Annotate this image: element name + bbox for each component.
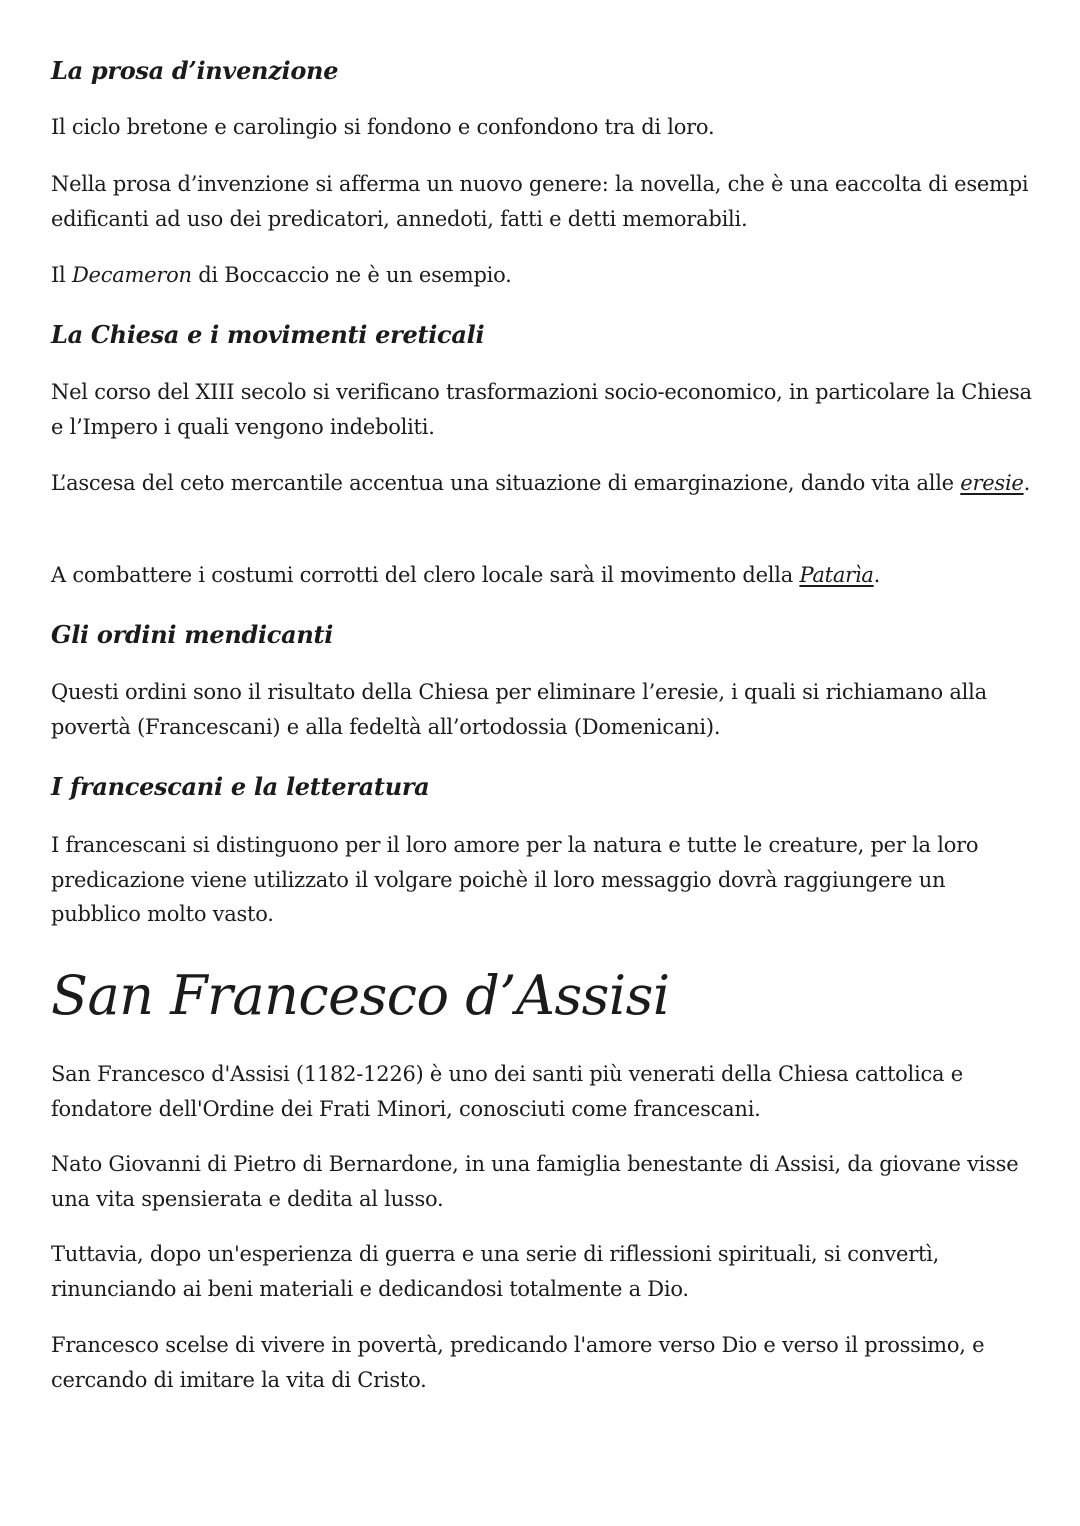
book-title-decameron: Decameron xyxy=(71,263,192,287)
paragraph xyxy=(51,466,1036,501)
text-fragment: di Boccaccio ne è un esempio. xyxy=(191,263,512,287)
link-eresie[interactable]: eresie xyxy=(960,471,1024,495)
paragraph: Tuttavia, dopo un'esperienza di guerra e una serie di riflessioni spirituali, si convertì, rinunciando ai beni materiali e dedicandosi totalmente a Dio. xyxy=(51,1242,940,1301)
text-fragment: Il xyxy=(51,263,72,287)
paragraph: Il ciclo bretone e carolingio si fondono e confondono tra di loro. xyxy=(51,115,715,139)
paragraph: Francesco scelse di vivere in povertà, predicando l'amore verso Dio e verso il prossimo, e cercando di imitare la vita di Cristo. xyxy=(51,1333,985,1392)
text-fragment: A combattere i costumi corrotti del clero locale sarà il movimento della xyxy=(51,563,800,587)
paragraph: Nella prosa d’invenzione si afferma un nuovo genere: la novella, che è una eaccolta di esempi edificanti ad uso dei predicatori, annedoti, fatti e detti memorabili. xyxy=(51,172,1029,231)
paragraph: Questi ordini sono il risultato della Chiesa per eliminare l’eresie, i quali si richiamano alla povertà (Francescani) e alla fedeltà all’ortodossia (Domenicani). xyxy=(51,680,987,739)
paragraph: San Francesco d'Assisi (1182-1226) è uno dei santi più venerati della Chiesa cattolica e fondatore dell'Ordine dei Frati Minori, conosciuti come francescani. xyxy=(51,1062,963,1121)
heading-francescani-letteratura: I francescani e la letteratura xyxy=(51,772,430,801)
paragraph xyxy=(51,258,1036,293)
heading-prosa-invenzione: La prosa d’invenzione xyxy=(51,56,339,85)
heading-ordini-mendicanti: Gli ordini mendicanti xyxy=(51,620,334,649)
text-fragment: L’ascesa del ceto mercantile accentua una situazione di emarginazione, dando vita alle xyxy=(51,471,961,495)
text-fragment: . xyxy=(1023,471,1031,495)
paragraph xyxy=(51,558,1036,593)
text-fragment: . xyxy=(873,563,881,587)
page-title-san-francesco: San Francesco d’Assisi xyxy=(51,964,670,1027)
heading-chiesa-movimenti: La Chiesa e i movimenti ereticali xyxy=(51,320,485,349)
link-pataria[interactable]: Patarìa xyxy=(799,563,874,587)
paragraph: I francescani si distinguono per il loro amore per la natura e tutte le creature, per la loro predicazione viene utilizzato il volgare poichè il loro messaggio dovrà raggiungere un pubblico molto vasto. xyxy=(51,833,979,926)
paragraph: Nel corso del XIII secolo si verificano trasformazioni socio-economico, in particolare la Chiesa e l’Impero i quali vengono indeboliti. xyxy=(51,380,1032,439)
paragraph: Nato Giovanni di Pietro di Bernardone, in una famiglia benestante di Assisi, da giovane visse una vita spensierata e dedita al lusso. xyxy=(51,1152,1019,1211)
